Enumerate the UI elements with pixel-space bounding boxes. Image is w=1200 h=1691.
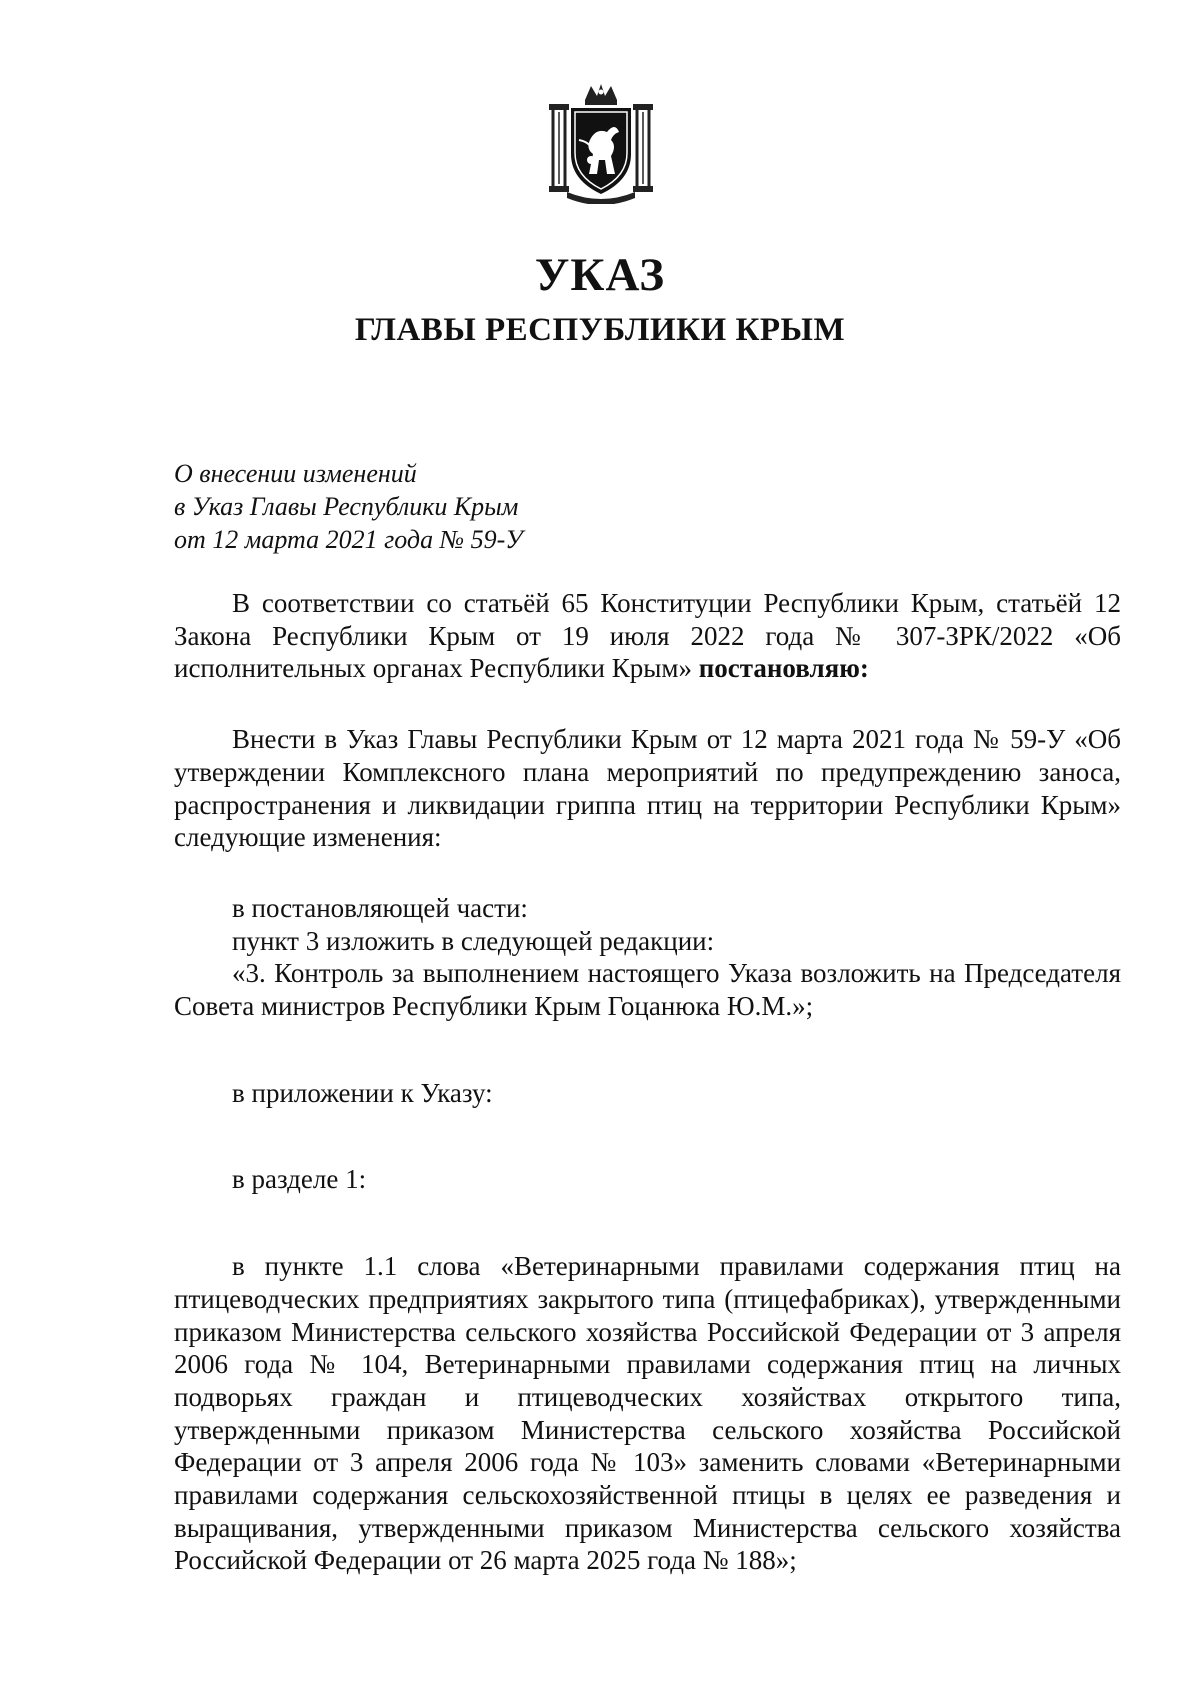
subject-line: от 12 марта 2021 года № 59-У xyxy=(174,525,523,554)
decree-body xyxy=(174,587,1121,1577)
annex-heading: в приложении к Указу: xyxy=(232,1077,493,1108)
item-3-new-text: «3. Контроль за выполнением настоящего Указа возложить на Председателя Совета министров Республики Крым Гоцанюка Ю.М.»; xyxy=(174,958,1121,1022)
decree-subject xyxy=(174,457,523,556)
item-3-instruction: пункт 3 изложить в следующей редакции: xyxy=(232,925,715,956)
subject-line: в Указ Главы Республики Крым xyxy=(174,492,519,521)
subject-line: О внесении изменений xyxy=(174,459,417,488)
crimea-coat-of-arms-icon xyxy=(545,82,657,204)
operative-part-heading: в постановляющей части: xyxy=(232,892,528,923)
section-1-heading: в разделе 1: xyxy=(232,1164,367,1195)
document-title: УКАЗ xyxy=(534,249,666,301)
preamble-paragraph xyxy=(174,587,1121,685)
preamble-text: В соответствии со статьёй 65 Конституции Республики Крым, статьёй 12 Закона Республики Крым от 19 июля 2022 года № 307-ЗРК/2022 «Об исполнительных органах Республики Крым» xyxy=(174,588,1121,684)
item-1-1-amendment: в пункте 1.1 слова «Ветеринарными правилами содержания птиц на птицеводческих предприятиях закрытого типа (птицефабриках), утвержденными приказом Министерства сельского хозяйства Российской Федерации от 3 апреля 2006 года № 104, Ветеринарными правилами содержания птиц на личных подворьях граждан и птицеводческих хозяйствах открытого типа, утвержденными приказом Министерства сельского хозяйства Российской Федерации от 3 апреля 2006 года № 103» заменить словами «Ветеринарными правилами содержания сельскохозяйственной птицы в целях ее разведения и выращивания, утвержденными приказом Министерства сельского хозяйства Российской Федерации от 26 марта 2025 года № 188»; xyxy=(174,1251,1121,1576)
amendment-intro-paragraph: Внести в Указ Главы Республики Крым от 12 марта 2021 года № 59-У «Об утверждении Комплексного плана мероприятий по предупреждению заноса, распространения и ликвидации гриппа птиц на территории Республики Крым» следующие изменения: xyxy=(174,724,1121,853)
decree-word: постановляю: xyxy=(698,653,869,684)
document-subtitle: ГЛАВЫ РЕСПУБЛИКИ КРЫМ xyxy=(354,312,846,348)
